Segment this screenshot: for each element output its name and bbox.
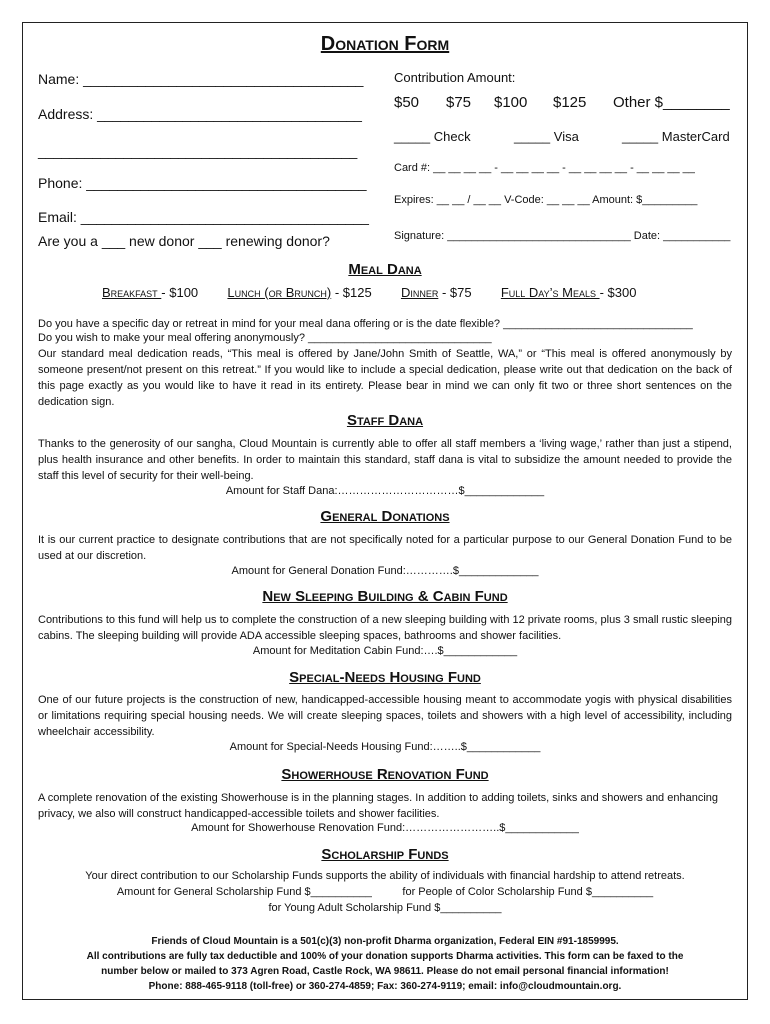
signature-field[interactable]: Signature: ______________________________ Date: ___________ (394, 230, 731, 242)
meal-breakfast: Breakfast - $100 (102, 285, 199, 300)
general-donations-text: It is our current practice to designate contributions that are not specifically noted for a particular purpose to our General Donation Fund to be used at our discretion. (38, 534, 732, 562)
footer-contact-line: Phone: 888-465-9118 (toll-free) or 360-274-4859; Fax: 360-274-9119; email: info@cloudmountain.org. (148, 981, 622, 992)
footer-nonprofit-line: Friends of Cloud Mountain is a 501(c)(3) non-profit Dharma organization, Federal EIN #91-1859995. (151, 936, 619, 947)
amount-50[interactable]: $50 (394, 94, 420, 111)
staff-dana-amount[interactable]: Amount for Staff Dana:……………………………$_____________ (225, 485, 545, 497)
meal-dinner: Dinner - $75 (400, 285, 472, 300)
address-field[interactable]: Address: __________________________________ (38, 106, 362, 122)
general-donations-heading: General Donations (320, 508, 450, 525)
expires-field[interactable]: Expires: __ __ / __ __ V-Code: __ __ __ Amount: $_________ (394, 194, 698, 206)
amount-125[interactable]: $125 (553, 94, 587, 111)
scholarship-young-adult-amount[interactable]: for Young Adult Scholarship Fund $__________ (268, 902, 502, 914)
sleeping-building-text: Contributions to this fund will help us to complete the construction of a new sleeping building with 12 private rooms, plus 3 small rustic sleeping cabins. The sleeping building will provide ADA accessible sleeping spaces, bathrooms and shower facilities. (38, 614, 732, 642)
check-option[interactable]: _____ Check (394, 129, 471, 144)
general-donation-amount[interactable]: Amount for General Donation Fund:………….$_____________ (231, 565, 539, 577)
meal-full-day: Full Day’s Meals - $300 (500, 285, 637, 300)
scholarship-intro: Your direct contribution to our Scholarship Funds supports the ability of individuals with financial hardship to attend retreats. (85, 870, 685, 882)
donor-type-question[interactable]: Are you a ___ new donor ___ renewing donor? (38, 233, 330, 249)
special-needs-text: One of our future projects is the construction of new, handicapped-accessible housing meant to accommodate yogis with physical disabilities or limitations requiring special housing needs. We will create sleeping spaces, toilets and showers with a high level of accessibility, including wheelchair accessibility. (38, 694, 732, 738)
scholarship-general-poc-amounts[interactable]: Amount for General Scholarship Fund $__________ for People of Color Scholarship Fund $__________ (116, 886, 654, 898)
phone-field[interactable]: Phone: ____________________________________ (38, 175, 367, 191)
meal-lunch: Lunch (or Brunch) - $125 (227, 285, 372, 300)
showerhouse-amount[interactable]: Amount for Showerhouse Renovation Fund:……………………..$____________ (191, 822, 579, 834)
scholarship-heading: Scholarship Funds (321, 846, 449, 863)
meal-date-question[interactable]: Do you have a specific day or retreat in mind for your meal dana offering or is the date flexible? _______________________________ (38, 318, 693, 330)
special-needs-heading: Special-Needs Housing Fund (289, 669, 481, 686)
meal-dana-heading: Meal Dana (348, 261, 422, 278)
contribution-amount-label: Contribution Amount: (394, 70, 516, 85)
special-needs-amount[interactable]: Amount for Special-Needs Housing Fund:……..$____________ (229, 741, 541, 753)
amount-other-field[interactable]: Other $________ (613, 94, 730, 111)
email-field[interactable]: Email: _____________________________________ (38, 209, 369, 225)
name-field[interactable]: Name: ____________________________________ (38, 71, 364, 87)
page-title: Donation Form (320, 33, 450, 55)
visa-option[interactable]: _____ Visa (514, 129, 579, 144)
meditation-cabin-amount[interactable]: Amount for Meditation Cabin Fund:….$____________ (252, 645, 518, 657)
meal-anonymous-question[interactable]: Do you wish to make your meal offering anonymously? ______________________________ (38, 332, 492, 344)
showerhouse-text: A complete renovation of the existing Showerhouse is in the planning stages. In addition to adding toilets, sinks and showers and enhancing privacy, we also will construct handicapped-accessible toilets and shower facilities. (38, 792, 718, 820)
amount-75[interactable]: $75 (446, 94, 472, 111)
address-line-2-field[interactable]: _________________________________________ (38, 143, 358, 159)
staff-dana-text: Thanks to the generosity of our sangha, Cloud Mountain is currently able to offer all staff members a ‘living wage,’ rather than just a stipend, plus health insurance and other benefits. In order to maintain this standard, staff dana is vital to subsidize the amount needed to provide the staff this level of security for their well-being. (38, 438, 732, 482)
meal-options (102, 285, 636, 300)
showerhouse-heading: Showerhouse Renovation Fund (281, 766, 489, 783)
footer-mail-line: number below or mailed to 373 Agren Road, Castle Rock, WA 98611. Please do not email personal financial information! (101, 966, 669, 977)
sleeping-building-heading: New Sleeping Building & Cabin Fund (262, 588, 508, 605)
amount-100[interactable]: $100 (494, 94, 528, 111)
footer-tax-line: All contributions are fully tax deductible and 100% of your donation supports Dharma activities. This form can be faxed to the (86, 951, 684, 962)
meal-dedication-text: Our standard meal dedication reads, “This meal is offered by Jane/John Smith of Seattle, WA,” or “This meal is offered anonymously by someone present/not present on this retreat.” If you would like to include a special dedication, please write out that dedication on the back of this page exactly as you would like to have it read in its entirety. Please bear in mind we can only fit two or three short sentences on the dedication sign. (38, 348, 732, 408)
mastercard-option[interactable]: _____ MasterCard (622, 129, 730, 144)
card-number-field[interactable]: Card #: __ __ __ __ - __ __ __ __ - __ __ __ __ - __ __ __ __ (394, 162, 695, 174)
staff-dana-heading: Staff Dana (346, 412, 424, 429)
